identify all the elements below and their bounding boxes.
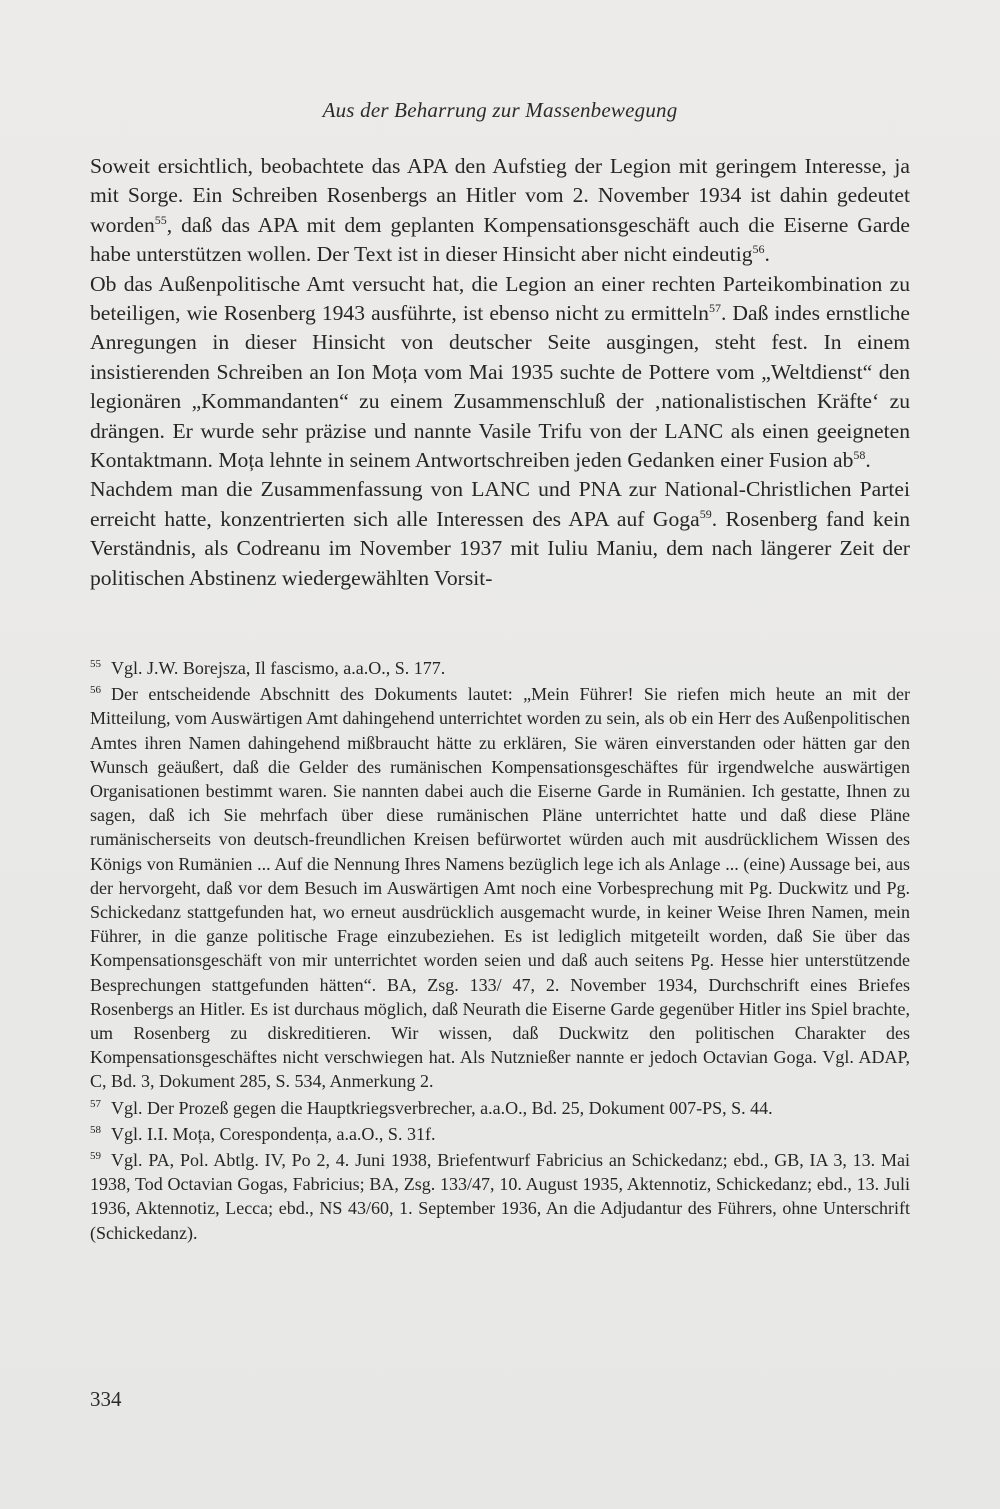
footnotes: [90, 656, 910, 1247]
paragraph-3-text-a: Nachdem man die Zusammenfassung von LANC und PNA zur National-Christlichen Partei erreicht hatte, konzentrierten sich alle Interessen des APA auf Goga: [90, 477, 910, 531]
footnote-58: [90, 1122, 910, 1146]
body-text: [90, 152, 910, 593]
paragraph-2-text-a: Ob das Außenpolitische Amt versucht hat, die Legion an einer rechten Parteikombination zu beteiligen, wie Rosenberg 1943 ausführte, ist ebenso nicht zu ermitteln: [90, 271, 910, 326]
running-head: Aus der Beharrung zur Massenbewegung: [322, 98, 678, 122]
footnote-57: [90, 1096, 910, 1120]
footnote-ref-59: 59: [699, 506, 712, 521]
footnote-number: 58: [90, 1123, 101, 1136]
footnote-text: Der entscheidende Abschnitt des Dokuments lautet: „Mein Führer! Sie riefen mich heute an mit der Mitteilung, vom Auswärtigen Amt dahingehend unterrichtet worden zu sein, als ob ein Herr des Außenpolitischen Amtes ihren Namen dahingehend mißbraucht hätte zu erklären, Sie wären einverstanden oder hätten gar den Wunsch geäußert, daß die Gelder des rumänischen Kompensationsgeschäftes für irgendwelche auswärtigen Organisationen bestimmt waren. Sie nannten dabei auch die Eiserne Garde in Rumänien. Ich gestatte, Ihnen zu sagen, daß ich Sie mehrfach über diese rumänischen Pläne unterrichtet hatte und daß diese Pläne rumänischerseits von deutsch-freundlichen Kreisen befürwortet würden auch mit ausdrücklichem Wissen des Königs von Rumänien ... Auf die Nennung Ihres Namens bezüglich lege ich als Anlage ... (eine) Aussage bei, aus der hervorgeht, daß vor dem Besuch im Auswärtigen Amt noch eine Vorbesprechung mit Pg. Duckwitz und Pg. Schickedanz stattgefunden hat, wo erneut ausdrücklich ausgemacht wurde, in keiner Weise Ihren Namen, mein Führer, in die ganze politische Frage einzubeziehen. Es ist lediglich mitgeteilt worden, daß Sie über das Kompensationsgeschäft von mir unterrichtet worden seien und daß auch seitens Pg. Hesse hier unterstützende Besprechungen stattgefunden hätten“. BA, Zsg. 133/ 47, 2. November 1934, Durchschrift eines Briefes Rosenbergs an Hitler. Es ist durchaus möglich, daß Neurath die Eiserne Garde gegenüber Hitler ins Spiel brachte, um Rosenberg zu diskreditieren. Wir wissen, daß Duckwitz den politischen Charakter des Kompensationsgeschäftes nicht verschwiegen hat. Als Nutznießer nannte er jedoch Octavian Goga. Vgl. ADAP, C, Bd. 3, Dokument 285, S. 534, Anmerkung 2.: [90, 684, 910, 1092]
paragraph-3-text-b: . Rosenberg fand kein Verständnis, als Codreanu im November 1937 mit Iuliu Maniu, dem nach längerer Zeit der politischen Abstinenz wiedergewählten Vorsit-: [90, 506, 911, 590]
paragraph-2-text-c: .: [865, 448, 871, 473]
paragraph-1-text-b: , daß das APA mit dem geplanten Kompensationsgeschäft auch die Eiserne Garde habe unterstützen wollen. Der Text ist in dieser Hinsicht aber nicht eindeutig: [90, 212, 910, 267]
footnote-59: [90, 1148, 910, 1245]
paragraph-1: [90, 152, 910, 270]
footnote-text: Vgl. I.I. Moța, Corespondența, a.a.O., S. 31f.: [111, 1123, 436, 1144]
footnote-ref-56: 56: [752, 242, 765, 257]
paragraph-1-text-a: Soweit ersichtlich, beobachtete das APA den Aufstieg der Legion mit geringem Interesse, ja mit Sorge. Ein Schreiben Rosenbergs an Hitler vom 2. November 1934 ist dahin gedeutet worden: [90, 154, 910, 237]
footnote-number: 55: [90, 658, 101, 670]
paragraph-3: [90, 475, 910, 593]
footnote-ref-57: 57: [708, 300, 721, 315]
footnote-text: Vgl. PA, Pol. Abtlg. IV, Po 2, 4. Juni 1938, Briefentwurf Fabricius an Schickedanz; ebd., GB, IA 3, 13. Mai 1938, Tod Octavian Gogas, Fabricius; BA, Zsg. 133/47, 10. August 1935, Aktennotiz, Schickedanz; ebd., 13. Juli 1936, Aktennotiz, Lecca; ebd., NS 43/60, 1. September 1936, An die Adjudantur des Führers, ohne Unterschrift (Schickedanz).: [90, 1150, 910, 1243]
footnote-text: Vgl. J.W. Borejsza, Il fascismo, a.a.O., S. 177.: [111, 658, 446, 678]
footnote-ref-58: 58: [853, 447, 866, 462]
footnote-text: Vgl. Der Prozeß gegen die Hauptkriegsverbrecher, a.a.O., Bd. 25, Dokument 007-PS, S. 44.: [111, 1097, 773, 1118]
paragraph-2: [90, 270, 910, 476]
paragraph-2-text-b: . Daß indes ernstliche Anregungen in dieser Hinsicht von deutscher Seite ausgingen, steht fest. In einem insistierenden Schreiben an Ion Moța vom Mai 1935 suchte de Pottere vom „Weltdienst“ den legionären „Kommandanten“ zu einem Zusammenschluß der ‚nationalistischen Kräfte‘ zu drängen. Er wurde sehr präzise und nannte Vasile Trifu von der LANC als einen geeigneten Kontaktmann. Moța lehnte in seinem Antwortschreiben jeden Gedanken einer Fusion ab: [90, 301, 910, 473]
footnote-number: 56: [90, 684, 101, 697]
footnote-56: [90, 682, 910, 1093]
footnote-ref-55: 55: [154, 212, 167, 227]
paragraph-1-text-c: .: [764, 242, 770, 267]
page-number: 334: [90, 1387, 122, 1411]
footnote-number: 57: [90, 1097, 101, 1110]
footnote-55: [90, 656, 910, 680]
footnote-number: 59: [90, 1150, 101, 1163]
